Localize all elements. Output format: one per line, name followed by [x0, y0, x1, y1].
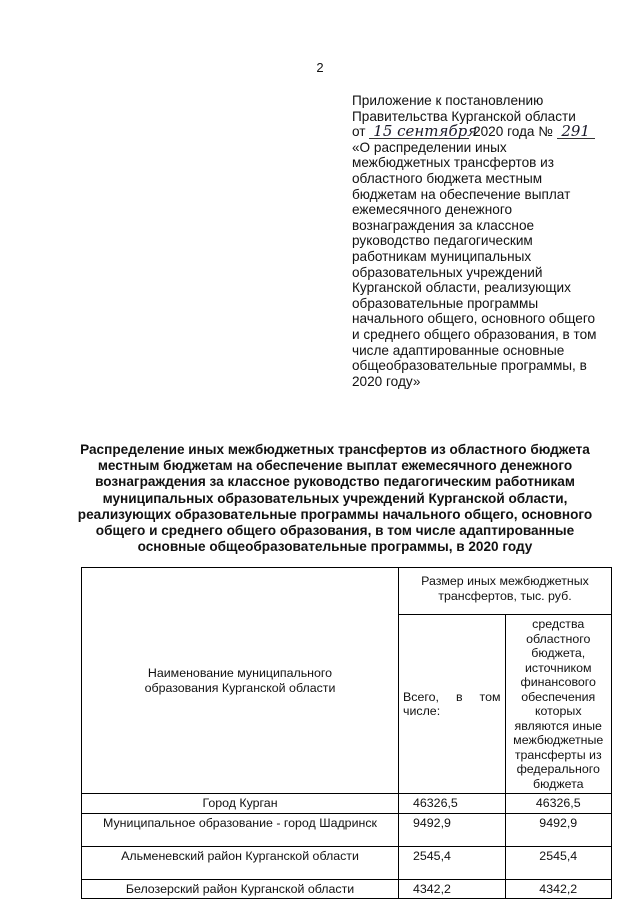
header-municipality: Наименование муниципального образования Курганской области [82, 568, 399, 794]
handwritten-date: 15 сентября [369, 125, 469, 139]
row-federal: 46326,5 [505, 794, 612, 814]
appendix-line: ежемесячного денежного [352, 202, 513, 218]
appendix-line: 2020 году» [352, 373, 421, 389]
row-municipality: Город Курган [82, 794, 399, 814]
appendix-line: начального общего, основного общего [352, 311, 596, 327]
appendix-line: общеобразовательные программы, в [352, 358, 587, 374]
appendix-line: «О распределении иных [352, 139, 507, 155]
header-total: Всего, в том числе: [399, 615, 506, 794]
appendix-line: Приложение к постановлению [352, 93, 544, 108]
appendix-line: числе адаптированные основные [352, 342, 565, 358]
row-total: 46326,5 [399, 794, 506, 814]
title-line: муниципальных образовательных учреждений Курганской области, [102, 490, 568, 506]
appendix-line: образовательных учреждений [352, 264, 543, 280]
row-federal: 4342,2 [505, 879, 612, 899]
handwritten-number: 291 [557, 125, 595, 139]
year-text: 2020 года № [473, 124, 553, 140]
appendix-block [352, 93, 617, 389]
appendix-line: работникам муниципальных [352, 248, 532, 264]
row-total: 4342,2 [399, 879, 506, 899]
row-municipality: Альменевский район Курганской области [82, 846, 399, 879]
appendix-line: областного бюджета местным [352, 170, 543, 186]
row-federal: 9492,9 [505, 813, 612, 846]
header-federal-funds: средства областного бюджета, источником финансового обеспечения которых являются иные межбюджетные трансферты из федерального бюджета [505, 615, 612, 794]
appendix-line: Курганской области, реализующих [352, 280, 571, 296]
row-total: 9492,9 [399, 813, 506, 846]
title-line: Распределение иных межбюджетных трансфертов из областного бюджета [80, 442, 590, 457]
title-line: основные общеобразовательные программы, в 2020 году [137, 539, 533, 555]
title-line: вознаграждения за классное руководство педагогическим работникам [95, 474, 575, 490]
document-title [70, 442, 600, 555]
page-number: 2 [316, 60, 324, 75]
appendix-line: бюджетам на обеспечение выплат [352, 186, 571, 202]
table-row [82, 879, 612, 899]
appendix-line: вознаграждения за классное [352, 217, 535, 233]
title-line: местным бюджетам на обеспечение выплат ежемесячного денежного [97, 458, 573, 474]
header-transfer-size: Размер иных межбюджетных трансфертов, тыс. руб. [399, 568, 612, 615]
appendix-line: Правительства Курганской области [352, 108, 576, 124]
title-line: реализующих образовательные программы начального общего, основного [77, 506, 593, 522]
row-municipality: Белозерский район Курганской области [82, 879, 399, 899]
appendix-date-line [352, 124, 617, 140]
distribution-table [81, 567, 612, 899]
table-row [82, 813, 612, 846]
row-federal: 2545,4 [505, 846, 612, 879]
table-row [82, 846, 612, 879]
table-row [82, 794, 612, 814]
appendix-line: и среднего общего образования, в том [352, 326, 597, 342]
row-municipality: Муниципальное образование - город Шадринск [82, 813, 399, 846]
appendix-line: межбюджетных трансфертов из [352, 155, 555, 171]
appendix-line: образовательные программы [352, 295, 539, 311]
appendix-line: руководство педагогическим [352, 233, 533, 249]
title-line: общего и среднего общего образования, в том числе адаптированные [95, 523, 575, 539]
table-header-row [82, 568, 612, 615]
date-prefix: от [352, 124, 366, 140]
row-total: 2545,4 [399, 846, 506, 879]
